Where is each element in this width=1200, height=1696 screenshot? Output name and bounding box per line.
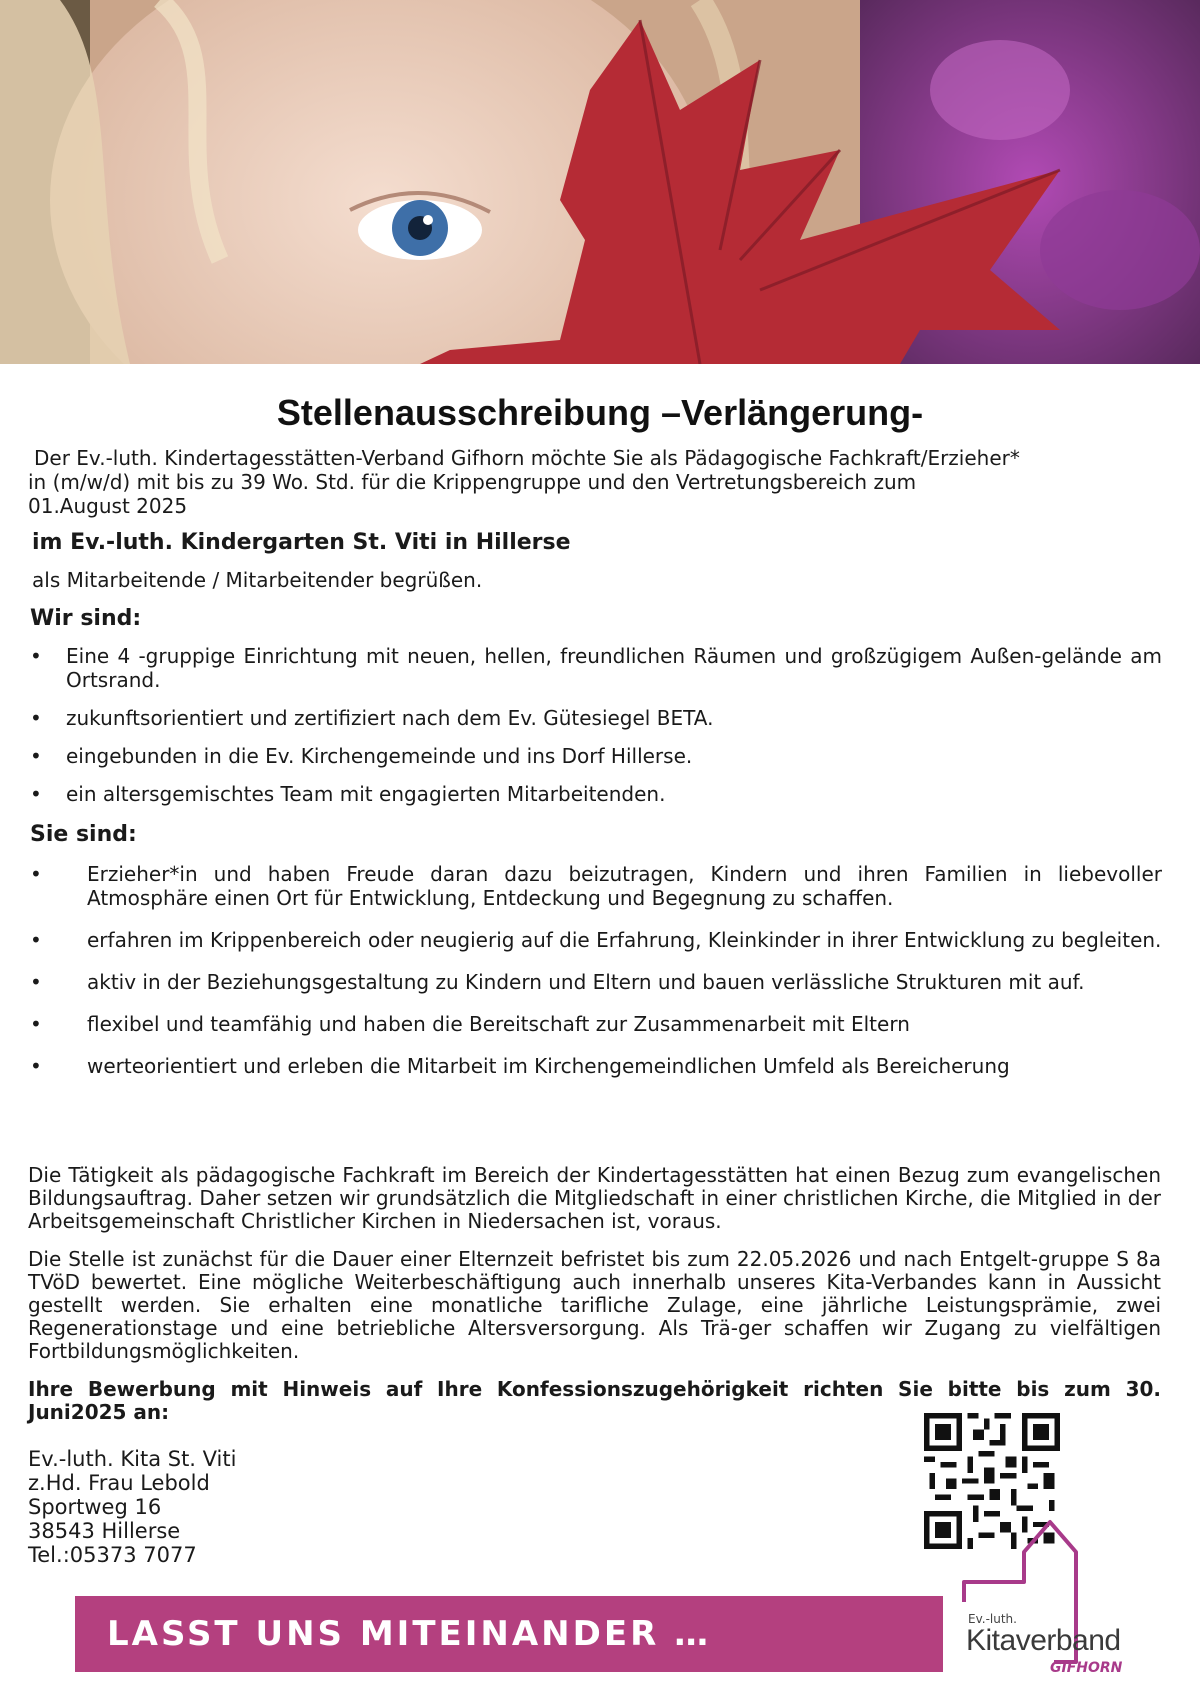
location-heading: im Ev.-luth. Kindergarten St. Viti in Hillerse (32, 530, 571, 555)
phone-number: Tel.:05373 7077 (28, 1543, 197, 1567)
sie-sind-list (30, 862, 1162, 1078)
membership-paragraph: Die Tätigkeit als pädagogische Fachkraft im Bereich der Kindertagesstätten hat einen Bezug zum evangelischen Bildungsauftrag. Daher setzen wir grundsätzlich die Mitgliedschaft in einer christlichen Kirche, die Mitglied in der Arbeitsgemeinschaft Christlicher Kirchen in Niedersachen ist, voraus. (28, 1163, 1161, 1233)
address-line: Ev.-luth. Kita St. Viti (28, 1447, 237, 1471)
logo-prefix: Ev.-luth. (968, 1612, 1017, 1626)
list-item: • zukunftsorientiert und zertifiziert nach dem Ev. Gütesiegel BETA. (30, 706, 1162, 730)
list-item: • eingebunden in die Ev. Kirchengemeinde und ins Dorf Hillerse. (30, 744, 1162, 768)
intro-line: Der Ev.-luth. Kindertagesstätten-Verband Gifhorn möchte Sie als Pädagogische Fachkraft/Erzieher* (34, 446, 1020, 470)
wir-sind-list (30, 644, 1162, 806)
child-with-leaf-illustration (0, 0, 1200, 364)
application-instruction: Ihre Bewerbung mit Hinweis auf Ihre Konfessionszugehörigkeit richten Sie bitte bis zum 30. Juni2025 an: (28, 1377, 1161, 1424)
list-item: • Eine 4 -gruppige Einrichtung mit neuen, hellen, freundlichen Räumen und großzügigem Außen-gelände am Ortsrand. (30, 644, 1162, 692)
page-title: Stellenausschreibung –Verlängerung- (276, 392, 924, 433)
list-item: • flexibel und teamfähig und haben die Bereitschaft zur Zusammenarbeit mit Eltern (30, 1012, 1162, 1036)
contact-address (28, 1447, 236, 1567)
contract-paragraph: Die Stelle ist zunächst für die Dauer einer Elternzeit befristet bis zum 22.05.2026 und nach Entgelt-gruppe S 8a TVöD bewertet. Eine mögliche Weiterbeschäftigung auch innerhalb unseres Kita-Verbandes kann in Aussicht gestellt werden. Sie erhalten eine monatliche tarifliche Zulage, eine jährliche Leistungsprämie, zwei Regenerationstage und eine betriebliche Altersversorgung. Als Trä-ger schaffen wir Zugang zu vielfältigen Fortbildungsmöglichkeiten. (28, 1247, 1161, 1363)
greeting-text: als Mitarbeitende / Mitarbeitender begrüßen. (32, 568, 483, 592)
list-item: • werteorientiert und erleben die Mitarbeit im Kirchengemeindlichen Umfeld als Bereicherung (30, 1054, 1162, 1078)
intro-line: 01.August 2025 (28, 494, 188, 518)
list-item: • ein altersgemischtes Team mit engagierten Mitarbeitenden. (30, 782, 1162, 806)
intro-text (28, 446, 1173, 518)
address-line: z.Hd. Frau Lebold (28, 1471, 210, 1495)
logo-city: GIFHORN (1050, 1660, 1123, 1676)
slogan-banner: LASST UNS MITEINANDER … (75, 1596, 943, 1672)
wir-sind-heading: Wir sind: (30, 606, 142, 631)
address-line: Sportweg 16 (28, 1495, 162, 1519)
list-item: • Erzieher*in und haben Freude daran dazu beizutragen, Kindern und ihren Familien in liebevoller Atmosphäre einen Ort für Entwicklung, Entdeckung und Begegnung zu schaffen. (30, 862, 1162, 910)
list-item: • aktiv in der Beziehungsgestaltung zu Kindern und Eltern und bauen verlässliche Strukturen mit auf. (30, 970, 1162, 994)
intro-line: in (m/w/d) mit bis zu 39 Wo. Std. für die Krippengruppe und den Vertretungsbereich zum (28, 470, 917, 494)
header-photo (0, 0, 1200, 364)
address-line: 38543 Hillerse (28, 1519, 181, 1543)
list-item: • erfahren im Krippenbereich oder neugierig auf die Erfahrung, Kleinkinder in ihrer Entwicklung zu begleiten. (30, 928, 1162, 952)
sie-sind-heading: Sie sind: (30, 822, 137, 847)
logo-name: Kitaverband (966, 1624, 1121, 1657)
